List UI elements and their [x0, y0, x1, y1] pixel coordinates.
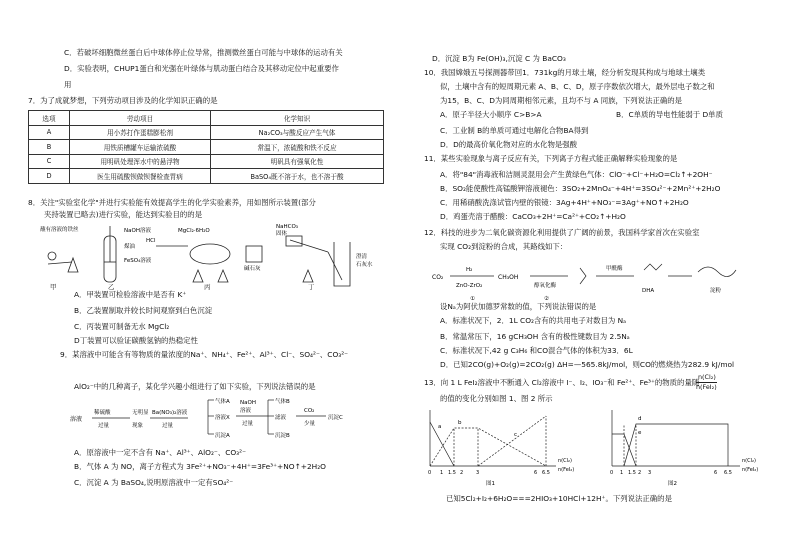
- flow-f10: 沉淀A: [215, 433, 230, 439]
- q12-option-b: B．常温常压下，16 gCH₃OH 含有的极性键数目为 2.5Nₐ: [440, 332, 630, 341]
- flow-f19: 沉淀C: [328, 415, 343, 421]
- flow-f18: 少量: [304, 421, 316, 427]
- q10-option-d: D．D的最高价氧化物对应的水化物是强酸: [440, 140, 578, 149]
- table-cell: BaSO₄既不溶于水，也不溶于酸: [211, 169, 384, 184]
- fig1-caption: 图1: [486, 481, 495, 487]
- q8-stem: 8．关注"实验室化学"并进行实验能有效提高学生的化学实验素养，用如图所示装置(部分: [28, 198, 316, 207]
- flow-f2: 稀硫酸: [94, 410, 111, 416]
- flow-f3: 过量: [98, 423, 110, 429]
- q10-stem-2: 似，土壤中含有的短周期元素 A、B、C、D，原子序数依次增大，最外层电子数之和: [440, 82, 715, 91]
- q10-stem-3: 为15，B、C、D为同周期相邻元素，且均不与 A 同族，下列说法正确的是: [440, 96, 683, 105]
- fig1-tick: 6: [534, 470, 538, 476]
- q8-option-b: B．乙装置制取并较长时间观察到白色沉淀: [74, 306, 213, 315]
- route-step2: ②: [544, 296, 549, 302]
- fig1-tick: 0: [428, 470, 432, 476]
- q9-option-b: B．气体 A 为 NO，离子方程式为 3Fe²⁺+NO₃⁻+4H⁺=3Fe³⁺+NO↑+2H₂O: [74, 462, 326, 471]
- route-co2: CO₂: [432, 274, 444, 281]
- q9-option-c: C．沉淀 A 为 BaSO₄,说明原溶液中一定有SO₄²⁻: [74, 478, 234, 487]
- q6-option-d-cont: 用: [64, 80, 72, 89]
- q10-option-b: B．C单质的导电性能弱于 D单质: [616, 110, 723, 119]
- q10-stem: 10．我国嫦娥五号探测器带回1．731kg的月球土壤，经分析发现其构成与地球土壤类: [424, 68, 706, 77]
- route-h2: H₂: [466, 267, 473, 273]
- fig2-caption: 图2: [668, 481, 677, 487]
- fig2-tick: 6: [714, 470, 718, 476]
- fig2-xlabel-top: n(Cl₂): [742, 458, 756, 464]
- fig1-label-b: b: [458, 420, 462, 426]
- flow-f13: 过量: [242, 421, 254, 427]
- fig1-xlabel-bot: n(FeI₂): [558, 467, 575, 473]
- table-cell: 用明矾处理浑水中的悬浮物: [70, 154, 211, 169]
- fig1-tick: 3: [476, 470, 480, 476]
- label-a5: HCl: [146, 238, 156, 244]
- figure-2: [598, 404, 778, 488]
- flow-f17: CO₂: [304, 408, 315, 414]
- fig2-tick: 2: [638, 470, 642, 476]
- q12-option-a: A．标准状况下，2．1L CO₂含有的共用电子对数目为 Nₐ: [440, 316, 627, 325]
- table-cell: C: [29, 154, 70, 169]
- q9-option-a: A．原溶液中一定不含有 Na⁺、Al³⁺、AlO₂⁻、CO₃²⁻: [74, 448, 247, 457]
- curve-a: [430, 422, 454, 466]
- label-jia: 甲: [50, 283, 57, 291]
- route-enzyme2: 甲酰酶: [606, 266, 623, 272]
- flow-f11: NaOH: [240, 400, 256, 406]
- q8-option-c: C．丙装置可制备无水 MgCl₂: [74, 322, 170, 331]
- label-a3: 煤油: [124, 244, 136, 250]
- q9-stem: 9．某溶液中可能含有等物质的量浓度的Na⁺、NH₄⁺、Fe²⁺、Al³⁺、Cl⁻、SO₄²⁻、CO₃²⁻: [60, 350, 349, 359]
- q11-option-c: C．用稀硝酸洗涤试管内壁的银镜：3Ag+4H⁺+NO₃⁻=3Ag⁺+NO↑+2H₂O: [440, 198, 689, 207]
- label-a7: 碱石灰: [244, 266, 261, 272]
- q8-option-a: A．甲装置可检验溶液中是否有 K⁺: [74, 290, 187, 299]
- table-cell: A: [29, 125, 70, 140]
- table-cell: 医生用硫酸钡做钡餐检查胃病: [70, 169, 211, 184]
- table-cell: 用铁质槽罐车运输浓硫酸: [70, 140, 211, 155]
- q12-stem-2: 实现 CO₂到淀粉的合成，其路线如下：: [440, 242, 568, 251]
- table-header: 选项: [29, 111, 70, 126]
- label-a10: 澄清: [356, 254, 368, 260]
- table-row: [29, 154, 384, 169]
- q9-stem-cont: AlO₂⁻中的几种离子，某化学兴趣小组进行了如下实验，下列说法错误的是: [74, 382, 316, 391]
- q10-option-c: C．工业制 B的单质可通过电解化合物BA得到: [440, 126, 589, 135]
- flow-f7: 过量: [162, 423, 174, 429]
- table-cell: B: [29, 140, 70, 155]
- table-cell: Na₂CO₃与酸反应产生气体: [211, 125, 384, 140]
- flame-shape: [68, 258, 78, 272]
- label-a8: NaHCO₃: [276, 224, 298, 230]
- label-a1: 蘸有溶液的铁丝: [40, 227, 79, 233]
- q12-stem-3: 设Nₐ为阿伏加德罗常数的值，下列说法错误的是: [440, 302, 597, 311]
- synthesis-route: [430, 256, 740, 306]
- table-cell: D: [29, 169, 70, 184]
- flow-f16: 沉淀B: [275, 433, 290, 439]
- table-row: [29, 125, 384, 140]
- flow-f9: 溶液X: [215, 415, 230, 421]
- q13-stem: 13．向 1 L FeI₂溶液中不断通入 Cl₂溶液中 I⁻、I₂、IO₃⁻和 Fe²⁺、Fe³⁺的物质的量随: [424, 378, 700, 387]
- table-row: [29, 169, 384, 184]
- label-bing: 丙: [204, 283, 211, 291]
- fig2-tick: 6.5: [724, 470, 732, 476]
- flow-f12: 溶液: [240, 408, 252, 414]
- flow-f15: 滤液: [275, 415, 287, 421]
- label-a9: 固体: [276, 231, 288, 237]
- q13-frac-bot: n(FeI₂): [696, 383, 717, 391]
- fig1-label-c: c: [514, 432, 518, 438]
- q13-stem-2: 的值的变化分别如图 1、图 2 所示: [440, 394, 553, 403]
- q9-option-d: D．沉淀 B为 Fe(OH)₃,沉淀 C 为 BaCO₃: [432, 54, 566, 63]
- q11-option-a: A．将"84"消毒液和洁厕灵混用会产生黄绿色气体：ClO⁻+Cl⁻+H₂O=Cl₂↑+2OH⁻: [440, 170, 713, 179]
- q8-stem-cont: 夹持装置已略去)进行实验，能达到实验目的的是: [44, 210, 203, 219]
- q12-option-d: D．已知2CO(g)+O₂(g)=2CO₂(g) ΔH=—565.8kJ/mol，则CO的燃烧热为282.9 kJ/mol: [440, 360, 735, 369]
- flow-chart: [68, 394, 368, 446]
- flow-f4: 无明显: [132, 410, 149, 416]
- label-ding: 丁: [308, 283, 315, 291]
- curve-c: [478, 416, 546, 466]
- table-cell: 用小苏打作蛋糕膨松剂: [70, 125, 211, 140]
- apparatus-figure: [38, 222, 388, 290]
- route-starch: 淀粉: [710, 288, 722, 294]
- q13-stem-3: 已知5Cl₂+I₂+6H₂O===2HIO₃+10HCl+12H⁺。下列说法正确的是: [446, 494, 672, 503]
- flow-f8: 气体A: [215, 399, 230, 405]
- flow-f5: 现象: [132, 423, 144, 429]
- q6-option-d: D．实验表明，CHUP1蛋白和光强在叶绿体与肌动蛋白结合及其移动定位中起重要作: [64, 64, 339, 73]
- fig2-label-d: d: [638, 416, 642, 422]
- q11-option-d: D．鸡蛋壳溶于醋酸：CaCO₃+2H⁺=Ca²⁺+CO₂↑+H₂O: [440, 212, 626, 221]
- fig1-tick: 6.5: [542, 470, 550, 476]
- table-header: 化学知识: [211, 111, 384, 126]
- fig2-label-e: e: [638, 430, 642, 436]
- table-header-row: [29, 111, 384, 126]
- fig1-label-a: a: [438, 424, 442, 430]
- fig2-tick: 1: [620, 470, 624, 476]
- q7-table: [28, 110, 384, 184]
- q8-option-d: D丁装置可以验证碳酸氢钠的热稳定性: [74, 336, 198, 345]
- fig2-tick: 0: [610, 470, 614, 476]
- table-cell: 常温下，浓硫酸和铁不反应: [211, 140, 384, 155]
- fig2-tick: 3: [648, 470, 652, 476]
- q7-stem: 7．为了成就梦想，下列劳动项目涉及的化学知识正确的是: [28, 96, 218, 105]
- curve-b: [430, 428, 546, 466]
- route-dha: DHA: [642, 288, 655, 294]
- q11-option-b: B．SO₂能使酸性高锰酸钾溶液褪色：3SO₂+2MnO₄⁻+4H⁺=3SO₄²⁻+2Mn²⁺+2H₂O: [440, 184, 721, 193]
- q11-stem: 11．某些实验现象与离子反应有关，下列离子方程式能正确解释实验现象的是: [424, 154, 678, 163]
- table-row: [29, 140, 384, 155]
- fig1-tick: 1.5: [448, 470, 456, 476]
- fig2-xlabel-bot: n(FeI₂): [742, 467, 759, 473]
- fig2-tick: 1.5: [628, 470, 636, 476]
- route-step1: ①: [470, 296, 475, 302]
- fig1-tick: 2: [460, 470, 464, 476]
- label-a6: MgCl₂·6H₂O: [178, 228, 210, 234]
- fig1-xlabel-top: n(Cl₂): [558, 458, 572, 464]
- table-header: 劳动项目: [70, 111, 211, 126]
- route-ch3oh: CH₃OH: [498, 274, 519, 281]
- flow-f6: Ba(NO₃)₂溶液: [152, 410, 188, 416]
- q13-frac-top: n(Cl₂): [698, 373, 716, 381]
- q12-option-c: C．标准状况下,42 g C₃H₆ 和CO混合气体的体积为33．6L: [440, 346, 633, 355]
- figure-1: [416, 404, 594, 488]
- q12-stem: 12．科技的进步为二氧化碳资源化利用提供了广阔的前景，我国科学家首次在实验室: [424, 228, 700, 237]
- label-a2: NaOH溶液: [124, 228, 151, 234]
- q6-option-c: C．若破坏细胞微丝蛋白后中球体停止位导常，推测微丝蛋白可能与中球体的运动有关: [64, 48, 343, 57]
- fig1-tick: 1: [440, 470, 444, 476]
- label-a11: 石灰水: [356, 262, 373, 268]
- q10-option-a: A．原子半径大小顺序 C>B>A: [440, 110, 542, 119]
- label-yi: 乙: [108, 283, 115, 291]
- flow-f1: 溶液: [70, 416, 83, 423]
- table-cell: 明矾具有强氧化性: [211, 154, 384, 169]
- route-enzyme1: 醇氧化酶: [534, 283, 557, 289]
- route-catalyst: ZnO-ZrO₂: [456, 283, 483, 289]
- flow-f14: 气体B: [275, 399, 290, 405]
- label-a4: FeSO₄溶液: [124, 258, 152, 264]
